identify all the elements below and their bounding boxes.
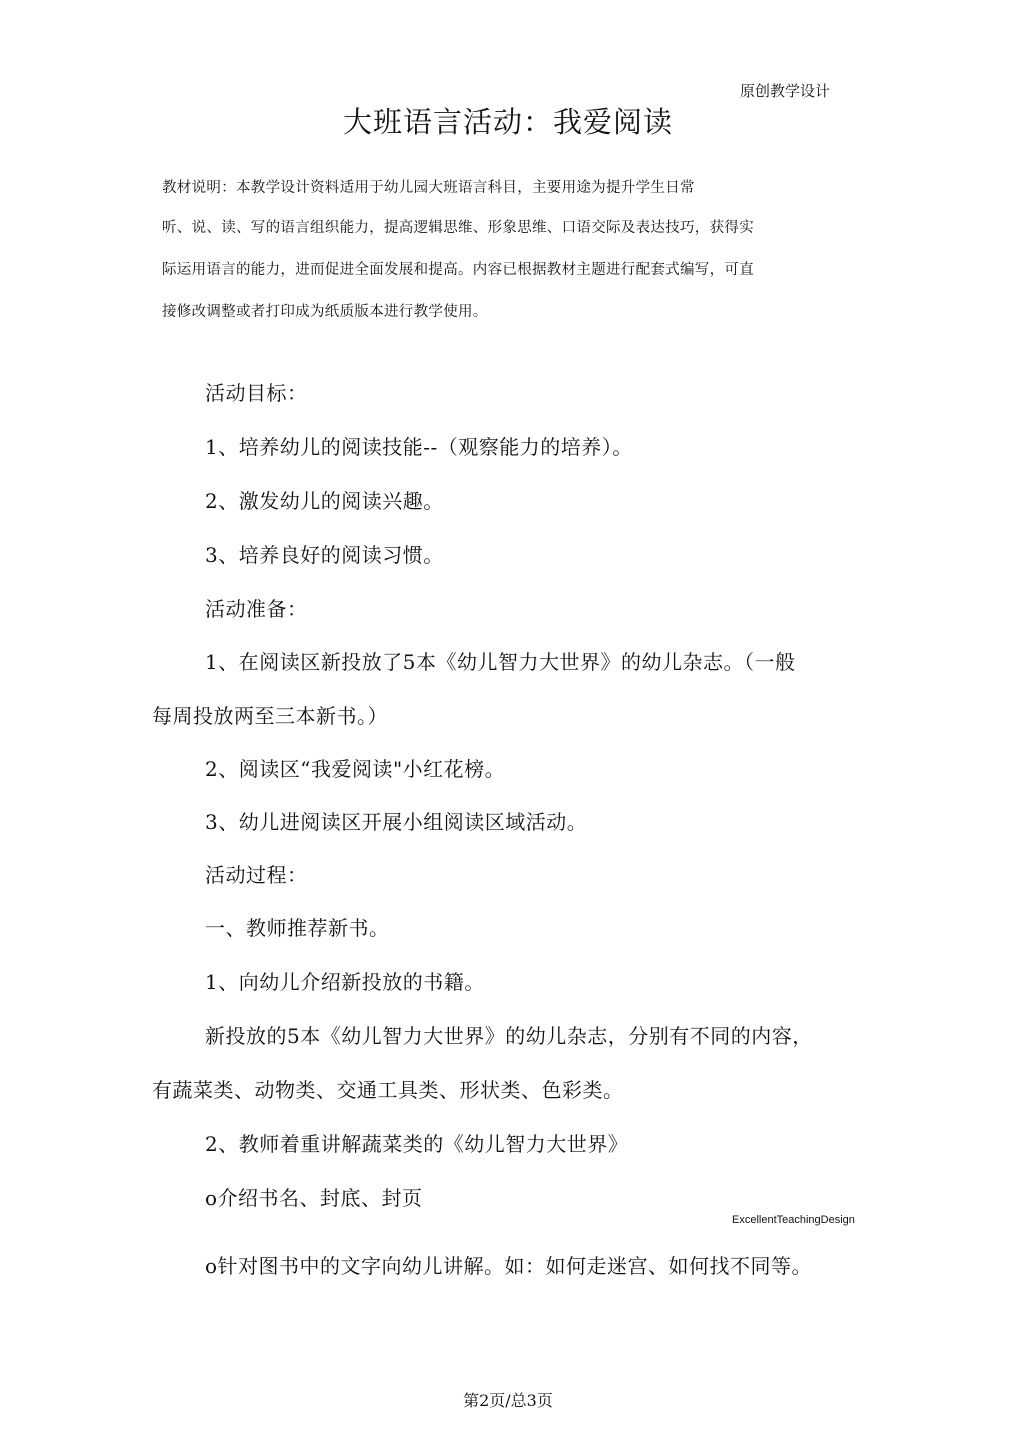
body-line: 2、激发幼儿的阅读兴趣。 bbox=[205, 489, 444, 513]
body-line: 每周投放两至三本新书。） bbox=[152, 704, 388, 728]
section-heading-goals: 活动目标： bbox=[205, 381, 308, 405]
body-line: o针对图书中的文字向幼儿讲解。如：如何走迷宫、如何找不同等。 bbox=[205, 1254, 813, 1278]
body-line: 1、在阅读区新投放了5本《幼儿智力大世界》的幼儿杂志。（一般 bbox=[205, 650, 796, 674]
document-title: 大班语言活动：我爱阅读 bbox=[342, 105, 673, 139]
intro-line: 教材说明：本教学设计资料适用于幼儿园大班语言科目，主要用途为提升学生日常 bbox=[162, 180, 695, 196]
body-line: 1、培养幼儿的阅读技能--（观察能力的培养）。 bbox=[205, 435, 633, 459]
body-line: 有蔬菜类、动物类、交通工具类、形状类、色彩类。 bbox=[152, 1078, 624, 1102]
header-tag: 原创教学设计 bbox=[740, 82, 831, 100]
section-heading-preparation: 活动准备： bbox=[205, 597, 308, 621]
body-line: 1、向幼儿介绍新投放的书籍。 bbox=[205, 970, 485, 994]
body-line: 3、培养良好的阅读习惯。 bbox=[205, 543, 444, 567]
body-line: 2、阅读区“我爱阅读"小红花榜。 bbox=[205, 757, 506, 781]
section-heading-process: 活动过程： bbox=[205, 863, 308, 887]
intro-line: 听、说、读、写的语言组织能力，提高逻辑思维、形象思维、口语交际及表达技巧，获得实 bbox=[162, 220, 754, 236]
page-number: 第2页/总3页 bbox=[463, 1391, 553, 1410]
body-line: 3、幼儿进阅读区开展小组阅读区域活动。 bbox=[205, 810, 588, 834]
body-line: 一、教师推荐新书。 bbox=[205, 916, 390, 940]
intro-line: 际运用语言的能力，进而促进全面发展和提高。内容已根据教材主题进行配套式编写，可直 bbox=[162, 262, 754, 278]
intro-line: 接修改调整或者打印成为纸质版本进行教学使用。 bbox=[162, 304, 488, 320]
body-line: 新投放的5本《幼儿智力大世界》的幼儿杂志，分别有不同的内容， bbox=[205, 1024, 813, 1048]
body-line: 2、教师着重讲解蔬菜类的《幼儿智力大世界》 bbox=[205, 1132, 629, 1156]
footer-tag: ExcellentTeachingDesign bbox=[732, 1214, 855, 1226]
body-line: o介绍书名、封底、封页 bbox=[205, 1186, 423, 1210]
